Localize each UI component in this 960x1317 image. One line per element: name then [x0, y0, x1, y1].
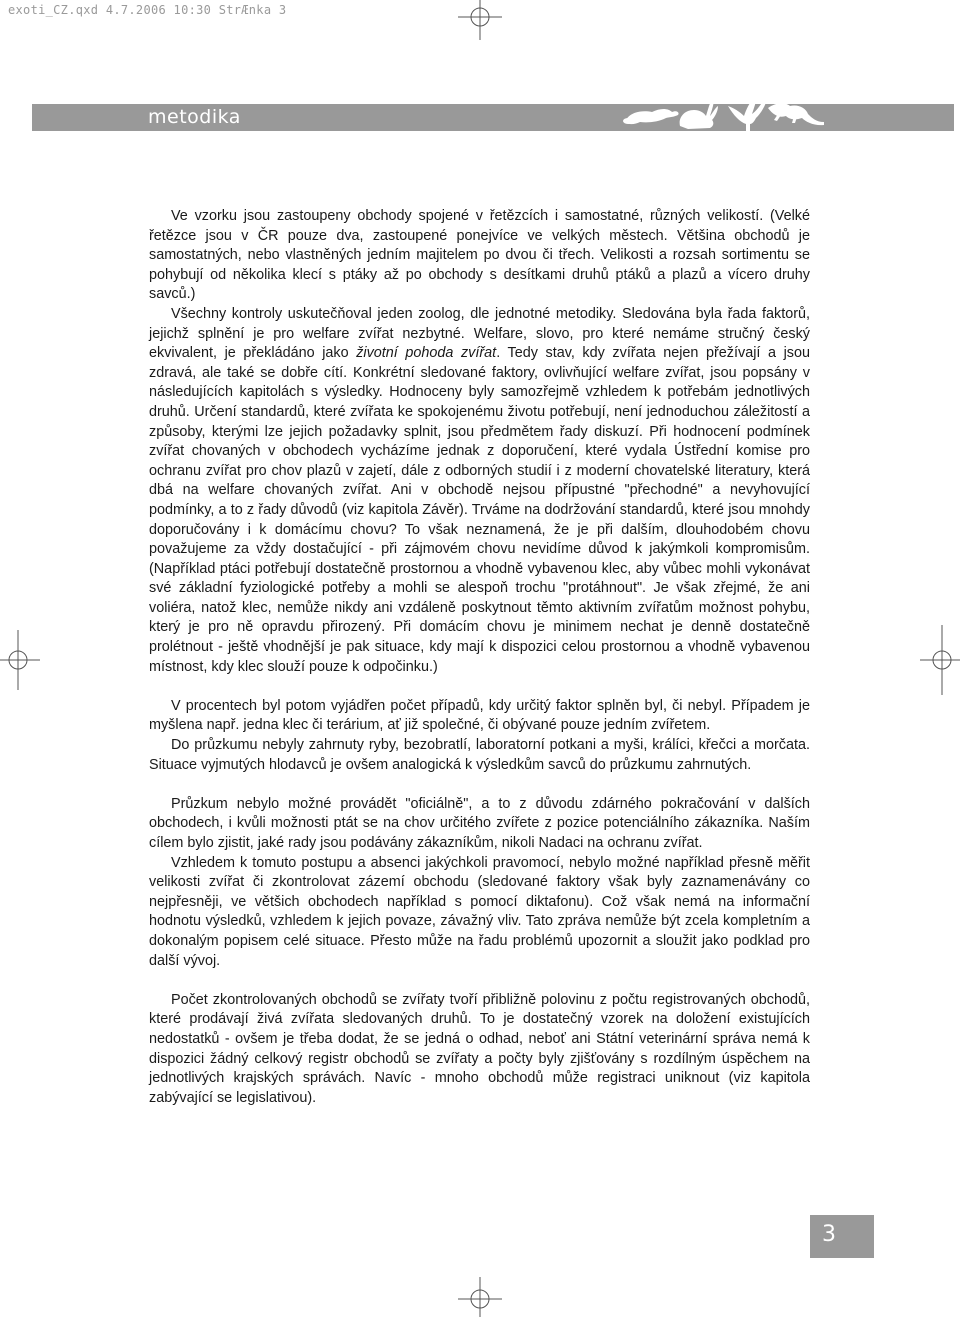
- paragraph-4: Do průzkumu nebyly zahrnuty ryby, bezobratlí, laboratorní potkani a myši, králíci, křečci a morčata. Situace vyjmutých hlodavců je ovšem analogická k výsledkům savců do průzkumu zahrnutých.: [149, 737, 810, 773]
- animal-silhouettes: [618, 88, 954, 131]
- paragraph-1: Ve vzorku jsou zastoupeny obchody spojené v řetězcích i samostatné, různých velikostí. (Velké řetězce jsou v ČR pouze dva, zastoupené ponejvíce ve velkých městech. Většina obchodů je samostatných, nebo vlastněných jedním majitelem po dvou či třech. Velikosti a rozsah sortimentu se pohybují od několika klecí s ptáky až po obchody s desítkami druhů ptáků a plazů a vícero druhy savců.): [149, 208, 810, 303]
- paragraph-2-text-before: Všechny kontroly uskutečňoval jeden zoolog, dle jednotné metodiky. Sledována byla řada faktorů, jejichž splnění je pro welfare zvířat nezbytné. Welfare, slovo, pro které nemáme stručný český ekvivalent, je překládáno jako: [149, 305, 810, 362]
- registration-mark-left: [0, 630, 40, 690]
- paragraph-2-text-after: . Tedy stav, kdy zvířata nejen přežívají a jsou zdravá, ale také se dobře cítí. Konkrétní sledované faktory, ovlivňující welfare zvířat, jsou popsány v následujících kapitolách s výsledky. Hodnoceny byly samozřejmě vzhledem k potřebám jednotlivých druhů. Určení standardů, které zvířata ke spokojenému životu potřebují, není jednoduchou záležitostí a způsoby, kterými lze jejich požadavky splnit, jsou předmětem řady diskuzí. Při hodnocení podmínek zvířat chovaných v obchodech vycházíme jednak z doporučení, které vydala Ústřední komise pro ochranu zvířat pro chov plazů v zajetí, dále z odborných studií i z moderní chovatelské literatury, která dbá na welfare chovaných zvířat. Ani v obchodě nejsou přípustné "přechodné" a nevyhovující podmínky, a to z řady důvodů (viz kapitola Závěr). Trváme na dodržování standardů, které jsou mnohdy doporučovány i k domácímu chovu? To však neznamená, že je při dalším, dlouhodobém chovu považujeme za vždy dostačující - při zájmovém chovu nevidíme důvod k jakýmkoli kompromisům. (Například ptáci potřebují dostatečně prostornou a vhodně vybavenou klec, aby vůbec mohli vykonávat své základní fyziologické potřeby a mohli se alespoň trochu "protáhnout". Je však zřejmé, že ani voliéra, natož klec, nemůže nikdy ani vzdáleně poskytnout těmto aktivním zvířatům možnost pohybu, který je pro ně opravdu přirozený. Při domácím chovu je minimem nechat je denně dostatečně prolétnout - ještě vhodnější je pak situace, kdy mají k dispozici celou prostornou a vhodně vybavenou místnost, kdy klec slouží pouze k odpočinku.): [149, 345, 810, 675]
- page-number-tab: [810, 1215, 874, 1258]
- paragraph-3: V procentech byl potom vyjádřen počet případů, kdy určitý faktor splněn byl, či nebyl. Případem je myšlena např. jedna klec či terárium, ať již společné, či obývané pouze jedním zvířetem.: [149, 697, 810, 734]
- paragraph-gap: [149, 775, 810, 795]
- page-number: 3: [822, 1222, 836, 1247]
- registration-mark-bottom: [458, 1277, 502, 1317]
- hare-icon: [680, 98, 718, 129]
- lizard-icon: [768, 103, 824, 125]
- registration-mark-right: [920, 625, 960, 695]
- paragraph-2-italic-term: životní pohoda zvířat: [356, 345, 497, 362]
- paragraph-5: Průzkum nebylo možné provádět "oficiálně", a to z důvodu zdárného pokračování v dalších obchodech, i kvůli možnosti ptát se na chov určitého zvířete z pozice potenciálního zákazníka. Naším cílem bylo zjistit, jaké rady jsou podávány zákazníkům, nikoli Nadaci na ochranu zvířat.: [149, 795, 810, 851]
- article-body: [149, 207, 810, 1108]
- file-slug: exoti_CZ.qxd 4.7.2006 10:30 StrÆnka 3: [8, 3, 287, 17]
- paragraph-gap: [149, 677, 810, 697]
- registration-mark-top: [458, 0, 502, 40]
- paragraph-6: Vzhledem k tomuto postupu a absenci jakýchkoli pravomocí, nebylo možné například přesně měřit velikosti zvířat či zkontrolovat zázemí obchodu (sledované faktory však byly zaznamenávány co nejpřesněji, ve většich obchodech například s pomocí diktafonu). Což však nemá na informační hodnotu výsledků, vzhledem k jejich povaze, závažný vliv. Tato zpráva nemůže být zcela kompletním a dokonalým popisem celé situace. Přesto může na řadu problémů upozornit a sloužit jako podklad pro další vývoj.: [149, 854, 810, 969]
- paragraph-7: Počet zkontrolovaných obchodů se zvířaty tvoří přibližně polovinu z počtu registrovaných obchodů, které prodávají živá zvířata sledovaných druhů. To je dostatečný vzorek na doložení existujících nedostatků - ovšem je třeba dodat, že se jedná o odhad, neboť ani Státní veterinární správa nemá k dispozici žádný celkový registr obchodů se zvířaty a počty byly zjišťovány s rozdílným úspěchem na jednotlivých krajských správách. Navíc - mnoho obchodů může registraci uniknout (viz kapitola zabývající se legislativou).: [149, 991, 810, 1106]
- paragraph-2: [149, 305, 810, 677]
- paragraph-gap: [149, 971, 810, 991]
- ferret-icon: [623, 109, 679, 124]
- bird-icon: [728, 92, 768, 131]
- section-title: metodika: [148, 106, 241, 128]
